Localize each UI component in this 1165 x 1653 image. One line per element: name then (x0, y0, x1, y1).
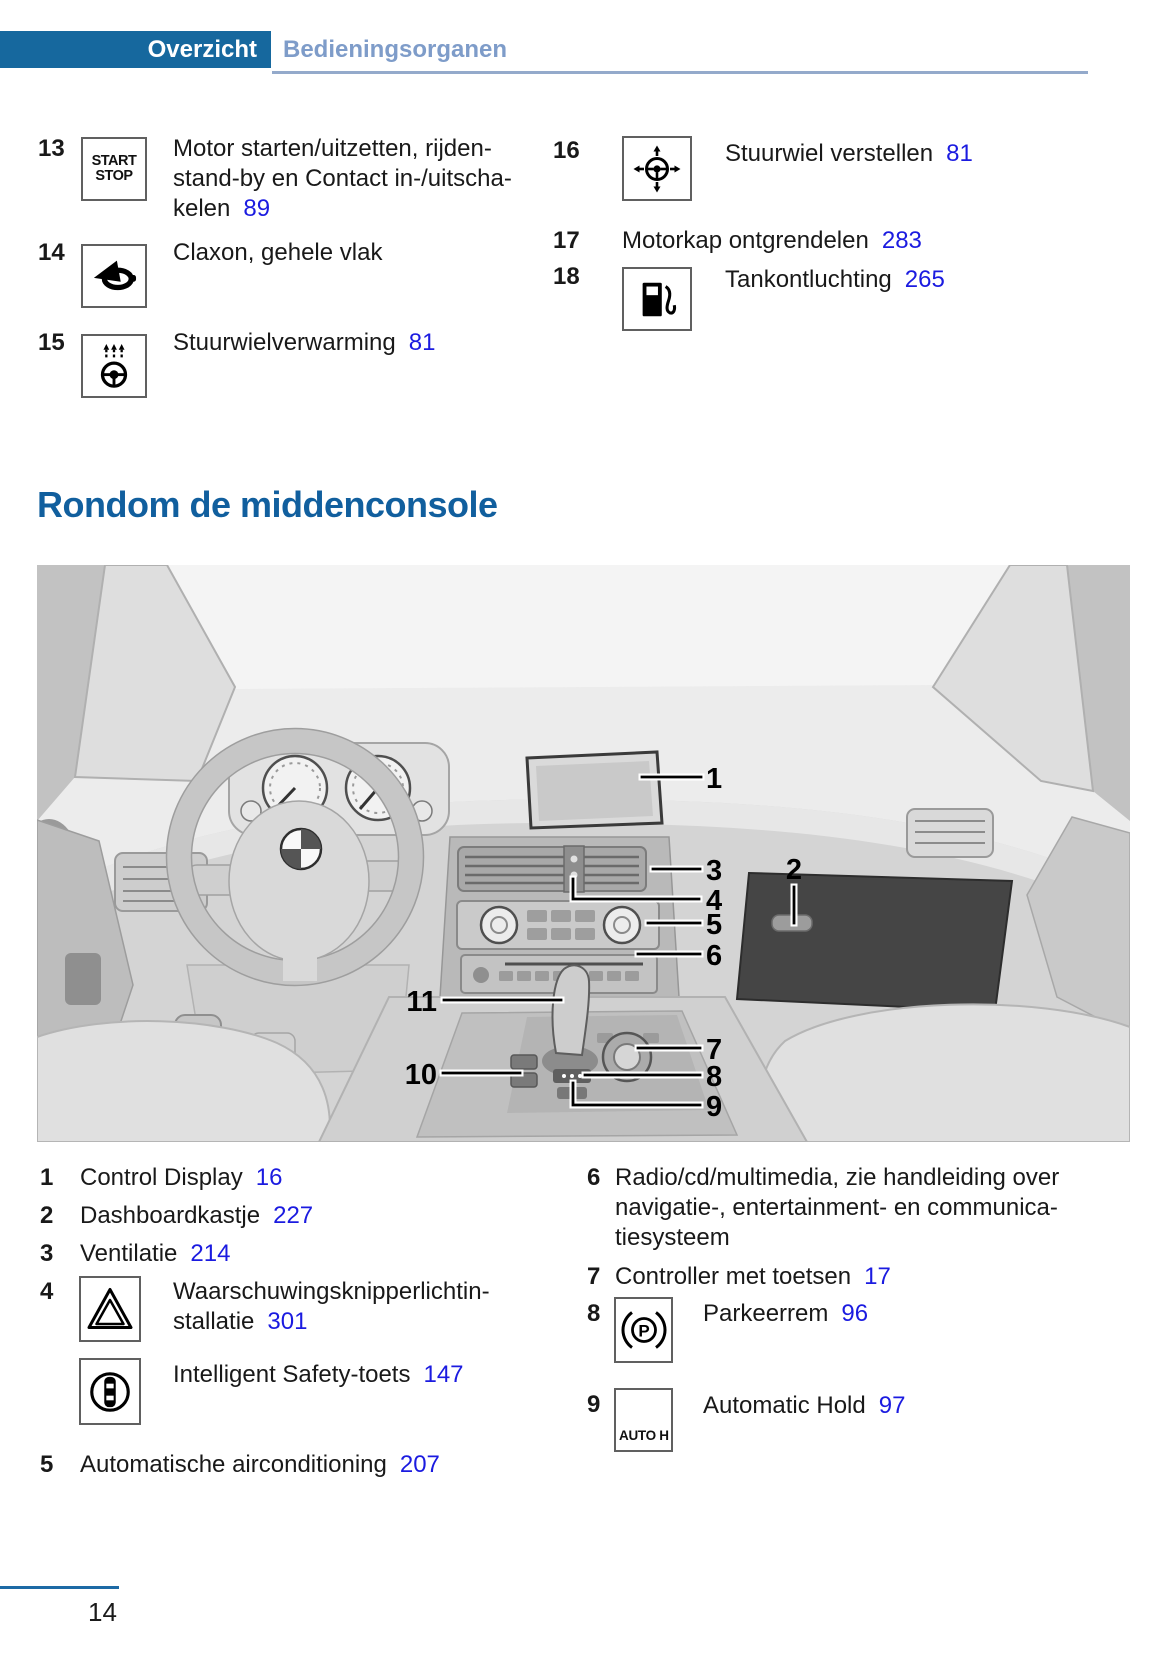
page-ref: 207 (399, 1451, 440, 1478)
page-ref: 283 (881, 227, 922, 254)
callout-10: 10 (404, 1059, 437, 1091)
item-index: 6 (587, 1164, 601, 1191)
page-ref: 301 (267, 1308, 308, 1335)
item-text: Motor starten/uitzetten, rijden- stand-by en Contact in-/uitscha- kelen 89 (173, 135, 512, 222)
item-text: Ventilatie 214 (80, 1240, 231, 1267)
item-text: Dashboardkastje 227 (80, 1202, 314, 1229)
item-index: 16 (553, 137, 580, 164)
page-ref: 265 (904, 266, 945, 293)
page-ref: 147 (423, 1361, 464, 1388)
dashboard-illustration (37, 565, 1130, 1142)
page-ref: 97 (878, 1392, 906, 1419)
steering-wheel-heating-icon (81, 334, 147, 398)
item-text: Motorkap ontgrendelen 283 (622, 227, 922, 254)
parking-brake-glyph (620, 1306, 668, 1354)
page-ref: 96 (841, 1300, 869, 1327)
page-ref: 16 (255, 1164, 283, 1191)
parking-brake-icon (614, 1297, 673, 1363)
item-index: 1 (40, 1164, 54, 1191)
callout-1: 1 (706, 763, 723, 795)
item-index: 5 (40, 1451, 54, 1478)
horn-icon (81, 244, 147, 308)
auto-hold-label: AUTO H (619, 1428, 669, 1443)
steering-wheel-adjust-icon (622, 136, 692, 201)
callout-6: 6 (706, 940, 723, 972)
steering-wheel-adjust-glyph (633, 145, 681, 193)
page-ref: 81 (946, 140, 973, 167)
item-index: 3 (40, 1240, 54, 1267)
item-index: 9 (587, 1391, 601, 1418)
item-index: 13 (38, 135, 65, 162)
callout-8: 8 (706, 1061, 723, 1093)
header-section-bar (0, 31, 271, 68)
item-index: 4 (40, 1278, 54, 1305)
page-ref: 214 (190, 1240, 231, 1267)
fuel-pump-glyph (634, 276, 680, 322)
header-section-label: Overzicht (147, 35, 257, 63)
page-ref: 227 (273, 1202, 314, 1229)
item-text: Automatic Hold 97 (703, 1392, 906, 1419)
item-index: 14 (38, 239, 65, 266)
callout-3: 3 (706, 855, 723, 887)
item-text: Claxon, gehele vlak (173, 239, 383, 266)
steering-wheel-heating-glyph (91, 343, 137, 389)
page-number: 14 (88, 1597, 117, 1627)
item-text: Waarschuwingsknipperlichtin- stallatie 301 (173, 1278, 490, 1335)
intelligent-safety-glyph (85, 1367, 135, 1417)
callout-2: 2 (785, 854, 803, 886)
item-index: 15 (38, 329, 65, 356)
hazard-warning-lights-glyph (86, 1285, 134, 1333)
footer-rule (0, 1586, 119, 1589)
item-text: Stuurwiel verstellen 81 (725, 140, 973, 167)
parking-brake-letter: P (637, 1321, 650, 1341)
callout-4: 4 (706, 885, 723, 917)
item-index: 18 (553, 263, 580, 290)
item-text: Automatische airconditioning 207 (80, 1451, 440, 1478)
item-text: Parkeerrem 96 (703, 1300, 869, 1327)
item-text: Radio/cd/multimedia, zie handleiding over navigatie-, entertainment- en communica- tiesysteem (615, 1164, 1060, 1251)
item-text: Controller met toetsen 17 (615, 1263, 891, 1290)
item-index: 7 (587, 1263, 601, 1290)
item-text: Stuurwielverwarming 81 (173, 329, 436, 356)
item-text: Control Display 16 (80, 1164, 283, 1191)
start-stop-icon-line2: STOP (95, 168, 133, 184)
page-ref: 89 (243, 195, 271, 222)
intelligent-safety-icon (79, 1358, 141, 1425)
item-index: 17 (553, 227, 580, 254)
callout-9: 9 (706, 1091, 723, 1123)
item-text: Intelligent Safety-toets 147 (173, 1361, 464, 1388)
dashboard-diagram (37, 565, 1130, 1142)
callout-11: 11 (406, 986, 437, 1018)
hazard-warning-lights-icon (79, 1276, 141, 1342)
page-ref: 81 (408, 329, 436, 356)
item-text: Tankontluchting 265 (725, 266, 945, 293)
header-chapter-label: Bedieningsorganen (283, 36, 508, 63)
page-ref: 17 (864, 1263, 891, 1290)
auto-hold-icon (614, 1388, 673, 1452)
callout-5: 5 (706, 909, 723, 941)
item-index: 8 (587, 1300, 601, 1327)
section-heading: Rondom de middenconsole (37, 484, 498, 525)
start-stop-icon-line1: START (91, 152, 137, 169)
item-index: 2 (40, 1202, 54, 1229)
horn-glyph (91, 253, 137, 299)
callout-7: 7 (706, 1034, 723, 1066)
start-stop-button-icon (81, 137, 147, 201)
fuel-pump-icon (622, 267, 692, 331)
header-rule (272, 71, 1088, 74)
